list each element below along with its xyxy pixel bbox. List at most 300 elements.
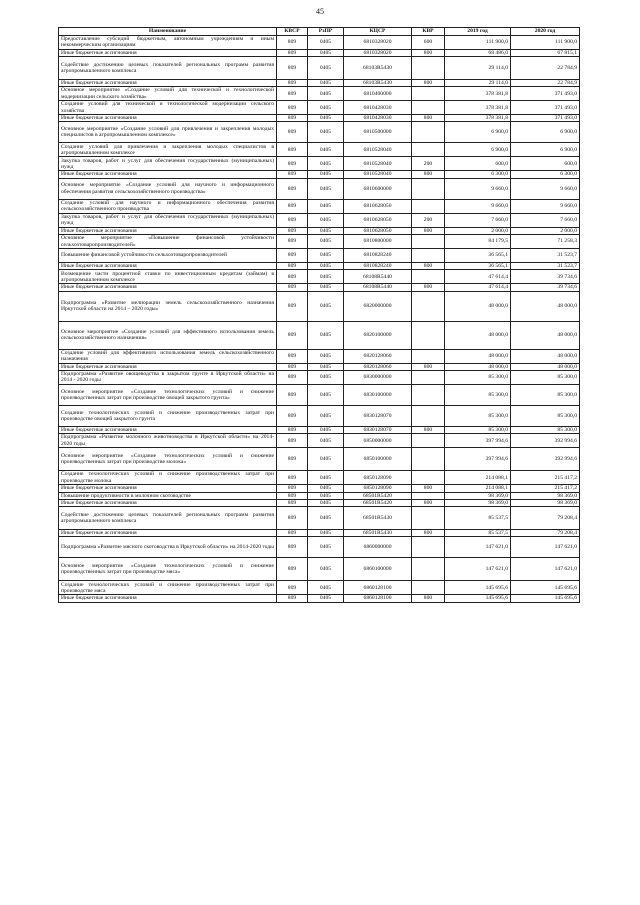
row-kcsr-cell: 6850128090: [344, 471, 412, 485]
row-2019-cell: 98 369,0: [445, 492, 511, 499]
row-rzpr-cell: 0405: [308, 249, 344, 263]
row-2020-cell: 371 493,0: [511, 87, 580, 101]
row-name-cell: Создание условий для научного и информационного обеспечения развития сельскохозяйственного производства: [59, 199, 277, 213]
row-kcsr-cell: 68501R5430: [344, 530, 412, 537]
row-rzpr-cell: 0405: [308, 199, 344, 213]
row-2020-cell: 371 493,0: [511, 101, 580, 115]
table-row: [59, 448, 580, 471]
row-kcsr-cell: 6810628050: [344, 227, 412, 234]
row-kvsr-cell: 809: [277, 171, 308, 178]
row-rzpr-cell: 0405: [308, 507, 344, 530]
row-kvr-cell: [412, 370, 445, 384]
row-name-cell: Иные бюджетные ассигнования: [59, 595, 277, 602]
row-kvsr-cell: 809: [277, 485, 308, 492]
row-name-cell: Содействие достижению целевых показателей региональных программ развития агропромышленного комплекса: [59, 56, 277, 79]
row-name-cell: Иные бюджетные ассигнования: [59, 530, 277, 537]
row-kvr-cell: 800: [412, 363, 445, 370]
row-kcsr-cell: 68108R5440: [344, 270, 412, 284]
row-kcsr-cell: 6830128070: [344, 426, 412, 433]
row-2020-cell: 79 208,4: [511, 507, 580, 530]
row-2019-cell: 7 660,0: [445, 213, 511, 227]
table-header-row: [59, 28, 580, 36]
table-row: [59, 235, 580, 249]
row-2019-cell: 85 300,0: [445, 426, 511, 433]
row-2020-cell: 145 695,6: [511, 595, 580, 602]
table-row: [59, 384, 580, 405]
row-kvr-cell: [412, 581, 445, 595]
row-kcsr-cell: 6810828240: [344, 263, 412, 270]
row-2019-cell: 85 300,0: [445, 384, 511, 405]
row-kcsr-cell: 68501R5430: [344, 507, 412, 530]
row-2019-cell: 48 000,0: [445, 363, 511, 370]
table-row: [59, 263, 580, 270]
row-name-cell: Подпрограмма «Развитие мелиорации земель сельскохозяйственного назначения Иркутской области на 2014 – 2020 годы»: [59, 291, 277, 321]
table-row: [59, 213, 580, 227]
header-rzpr: РзПР: [308, 28, 344, 36]
row-name-cell: Создание условий для привлечения и закрепления молодых специалистов в агропромышленном комплексе: [59, 143, 277, 157]
row-kvsr-cell: 809: [277, 56, 308, 79]
row-name-cell: Иные бюджетные ассигнования: [59, 79, 277, 86]
row-kvsr-cell: 809: [277, 213, 308, 227]
row-kvsr-cell: 809: [277, 284, 308, 291]
row-rzpr-cell: 0405: [308, 270, 344, 284]
row-kvsr-cell: 809: [277, 434, 308, 448]
row-kvsr-cell: 809: [277, 291, 308, 321]
table-row: [59, 143, 580, 157]
row-kvr-cell: [412, 270, 445, 284]
row-kvr-cell: 800: [412, 485, 445, 492]
row-kcsr-cell: 68501R5420: [344, 492, 412, 499]
row-name-cell: Повышение продуктивности в молочном скотоводстве: [59, 492, 277, 499]
row-kvr-cell: 800: [412, 284, 445, 291]
page-number: 45: [316, 7, 324, 16]
row-name-cell: Создание условий для эффективного использования земель сельскохозяйственного назначения: [59, 349, 277, 363]
row-name-cell: Иные бюджетные ассигнования: [59, 227, 277, 234]
table-row: [59, 507, 580, 530]
row-kvr-cell: 800: [412, 115, 445, 122]
row-kvr-cell: [412, 249, 445, 263]
row-name-cell: Создание технологических условий и снижение производственных затрат при производстве молока: [59, 471, 277, 485]
row-rzpr-cell: 0405: [308, 79, 344, 86]
table-row: [59, 537, 580, 558]
row-rzpr-cell: 0405: [308, 434, 344, 448]
budget-table: [58, 27, 580, 603]
row-2019-cell: 84 179,5: [445, 235, 511, 249]
row-kvsr-cell: 809: [277, 321, 308, 349]
row-name-cell: Иные бюджетные ассигнования: [59, 499, 277, 506]
row-2019-cell: 378 381,8: [445, 87, 511, 101]
row-rzpr-cell: 0405: [308, 178, 344, 199]
row-rzpr-cell: 0405: [308, 87, 344, 101]
row-kvr-cell: 600: [412, 36, 445, 50]
row-kvsr-cell: 809: [277, 349, 308, 363]
row-2020-cell: 48 000,0: [511, 349, 580, 363]
row-kvsr-cell: 809: [277, 122, 308, 143]
row-name-cell: Повышение финансовой устойчивости сельхозтоваропроизводителей: [59, 249, 277, 263]
row-kvsr-cell: 809: [277, 405, 308, 426]
row-name-cell: Основное мероприятие «Создание условий для привлечения и закрепления молодых специалистов в агропромышленном комплексе»: [59, 122, 277, 143]
row-rzpr-cell: 0405: [308, 370, 344, 384]
row-kvr-cell: [412, 321, 445, 349]
row-kcsr-cell: 6820128060: [344, 363, 412, 370]
row-2020-cell: 31 523,7: [511, 263, 580, 270]
row-kcsr-cell: 6850000000: [344, 434, 412, 448]
header-2019: 2019 год: [445, 28, 511, 36]
row-kcsr-cell: 6830128070: [344, 405, 412, 426]
row-2019-cell: 147 621,0: [445, 537, 511, 558]
row-kvsr-cell: 809: [277, 426, 308, 433]
table-row: [59, 530, 580, 537]
table-row: [59, 284, 580, 291]
table-row: [59, 581, 580, 595]
row-kcsr-cell: 6810528040: [344, 171, 412, 178]
row-kvr-cell: 800: [412, 79, 445, 86]
header-kvr: КВР: [412, 28, 445, 36]
row-kvsr-cell: 809: [277, 36, 308, 50]
row-2020-cell: 39 734,6: [511, 284, 580, 291]
row-kvsr-cell: 809: [277, 558, 308, 581]
row-2019-cell: 147 621,0: [445, 558, 511, 581]
row-kcsr-cell: 6860128100: [344, 581, 412, 595]
header-2020: 2020 год: [511, 28, 580, 36]
row-kvsr-cell: 809: [277, 507, 308, 530]
row-name-cell: Создание условий для технической и технологической модернизации сельского хозяйства: [59, 101, 277, 115]
row-2020-cell: 98 369,0: [511, 499, 580, 506]
row-2020-cell: 392 994,6: [511, 448, 580, 471]
row-2020-cell: 67 815,1: [511, 49, 580, 56]
row-rzpr-cell: 0405: [308, 448, 344, 471]
row-kvsr-cell: 809: [277, 270, 308, 284]
row-2020-cell: 147 621,0: [511, 537, 580, 558]
row-kvr-cell: [412, 122, 445, 143]
row-kvr-cell: [412, 178, 445, 199]
row-kvsr-cell: 809: [277, 79, 308, 86]
row-2020-cell: 2 000,0: [511, 227, 580, 234]
row-2019-cell: 48 000,0: [445, 321, 511, 349]
row-2020-cell: 147 621,0: [511, 558, 580, 581]
table-row: [59, 49, 580, 56]
row-kvr-cell: 200: [412, 157, 445, 171]
row-kvsr-cell: 809: [277, 115, 308, 122]
row-rzpr-cell: 0405: [308, 36, 344, 50]
row-2019-cell: 85 537,5: [445, 530, 511, 537]
table-row: [59, 405, 580, 426]
row-kvr-cell: 800: [412, 227, 445, 234]
table-row: [59, 270, 580, 284]
table-row: [59, 36, 580, 50]
row-rzpr-cell: 0405: [308, 349, 344, 363]
row-rzpr-cell: 0405: [308, 492, 344, 499]
row-rzpr-cell: 0405: [308, 56, 344, 79]
row-2020-cell: 48 000,0: [511, 291, 580, 321]
row-2019-cell: 111 900,0: [445, 36, 511, 50]
row-rzpr-cell: 0405: [308, 157, 344, 171]
table-row: [59, 79, 580, 86]
row-2020-cell: 85 300,0: [511, 405, 580, 426]
row-kvsr-cell: 809: [277, 199, 308, 213]
row-2019-cell: 397 994,6: [445, 448, 511, 471]
table-body: [59, 36, 580, 603]
row-rzpr-cell: 0405: [308, 363, 344, 370]
header-kvsr: КВСР: [277, 28, 308, 36]
row-rzpr-cell: 0405: [308, 171, 344, 178]
row-kcsr-cell: 6810328020: [344, 49, 412, 56]
row-kvsr-cell: 809: [277, 471, 308, 485]
row-2019-cell: 600,0: [445, 157, 511, 171]
row-2020-cell: 22 784,9: [511, 79, 580, 86]
row-kvr-cell: 800: [412, 595, 445, 602]
row-rzpr-cell: 0405: [308, 213, 344, 227]
row-kvr-cell: [412, 199, 445, 213]
table-row: [59, 56, 580, 79]
row-kcsr-cell: 6850100000: [344, 448, 412, 471]
table-row: [59, 227, 580, 234]
table-row: [59, 87, 580, 101]
row-kcsr-cell: 6820100000: [344, 321, 412, 349]
row-rzpr-cell: 0405: [308, 227, 344, 234]
row-name-cell: Иные бюджетные ассигнования: [59, 49, 277, 56]
row-name-cell: Подпрограмма «Развитие овощеводства в закрытом грунте в Иркутской области» на 2014 - 2020 годы: [59, 370, 277, 384]
table-row: [59, 492, 580, 499]
row-kcsr-cell: 68108R5440: [344, 284, 412, 291]
table-row: [59, 595, 580, 602]
row-kcsr-cell: 6860000000: [344, 537, 412, 558]
row-kvr-cell: [412, 101, 445, 115]
row-2020-cell: 7 660,0: [511, 213, 580, 227]
row-2019-cell: 85 300,0: [445, 405, 511, 426]
row-rzpr-cell: 0405: [308, 263, 344, 270]
row-rzpr-cell: 0405: [308, 471, 344, 485]
row-2020-cell: 85 300,0: [511, 384, 580, 405]
row-2020-cell: 392 994,6: [511, 434, 580, 448]
row-2020-cell: 22 784,9: [511, 56, 580, 79]
row-kvsr-cell: 809: [277, 235, 308, 249]
row-kcsr-cell: 6860100000: [344, 558, 412, 581]
row-kcsr-cell: 6830100000: [344, 384, 412, 405]
row-2019-cell: 6 900,0: [445, 143, 511, 157]
row-kvr-cell: 800: [412, 49, 445, 56]
row-kvr-cell: [412, 56, 445, 79]
row-name-cell: Основное мероприятие «Создание условий для эффективного использования земель сельскохозяйственного назначения»: [59, 321, 277, 349]
row-2020-cell: 215 417,2: [511, 471, 580, 485]
row-2019-cell: 6 300,0: [445, 171, 511, 178]
table-row: [59, 370, 580, 384]
row-2019-cell: 68 486,0: [445, 49, 511, 56]
row-2019-cell: 9 660,0: [445, 199, 511, 213]
row-2019-cell: 29 114,0: [445, 79, 511, 86]
row-2020-cell: 85 300,0: [511, 370, 580, 384]
table-row: [59, 321, 580, 349]
row-kvsr-cell: 809: [277, 530, 308, 537]
row-kvr-cell: [412, 492, 445, 499]
row-name-cell: Иные бюджетные ассигнования: [59, 115, 277, 122]
row-kvr-cell: [412, 434, 445, 448]
row-2019-cell: 36 565,1: [445, 249, 511, 263]
row-kcsr-cell: 6820128060: [344, 349, 412, 363]
table-row: [59, 426, 580, 433]
row-rzpr-cell: 0405: [308, 143, 344, 157]
row-rzpr-cell: 0405: [308, 384, 344, 405]
row-rzpr-cell: 0405: [308, 49, 344, 56]
table-row: [59, 363, 580, 370]
row-rzpr-cell: 0405: [308, 405, 344, 426]
row-2019-cell: 48 000,0: [445, 349, 511, 363]
row-kcsr-cell: 6850128090: [344, 485, 412, 492]
row-kvsr-cell: 809: [277, 448, 308, 471]
row-kcsr-cell: 6810428030: [344, 101, 412, 115]
row-2019-cell: 85 300,0: [445, 370, 511, 384]
row-2020-cell: 371 493,0: [511, 115, 580, 122]
row-2019-cell: 47 614,4: [445, 270, 511, 284]
row-name-cell: Содействие достижению целевых показателей региональных программ развития агропромышленного комплекса: [59, 507, 277, 530]
row-kcsr-cell: 68103R5430: [344, 79, 412, 86]
row-2019-cell: 397 994,6: [445, 434, 511, 448]
row-name-cell: Иные бюджетные ассигнования: [59, 284, 277, 291]
row-rzpr-cell: 0405: [308, 485, 344, 492]
row-kvsr-cell: 809: [277, 157, 308, 171]
row-kvsr-cell: 809: [277, 178, 308, 199]
row-2020-cell: 111 900,0: [511, 36, 580, 50]
table-row: [59, 115, 580, 122]
row-2020-cell: 9 660,0: [511, 178, 580, 199]
row-kvsr-cell: 809: [277, 143, 308, 157]
row-kvr-cell: 800: [412, 499, 445, 506]
row-kcsr-cell: 6810428030: [344, 115, 412, 122]
row-name-cell: Закупка товаров, работ и услуг для обеспечения государственных (муниципальных) нужд: [59, 157, 277, 171]
table-row: [59, 434, 580, 448]
row-2020-cell: 85 300,0: [511, 426, 580, 433]
row-kcsr-cell: 6810328020: [344, 36, 412, 50]
row-rzpr-cell: 0405: [308, 235, 344, 249]
row-name-cell: Подпрограмма «Развитие мясного скотоводства в Иркутской области» на 2014-2020 годы: [59, 537, 277, 558]
row-2020-cell: 98 369,0: [511, 492, 580, 499]
row-kvr-cell: 800: [412, 426, 445, 433]
row-rzpr-cell: 0405: [308, 530, 344, 537]
row-kvr-cell: [412, 235, 445, 249]
row-rzpr-cell: 0405: [308, 581, 344, 595]
table-row: [59, 485, 580, 492]
row-2020-cell: 9 660,0: [511, 199, 580, 213]
table-row: [59, 122, 580, 143]
row-rzpr-cell: 0405: [308, 321, 344, 349]
row-kcsr-cell: 6820000000: [344, 291, 412, 321]
row-rzpr-cell: 0405: [308, 284, 344, 291]
row-2019-cell: 36 565,1: [445, 263, 511, 270]
row-name-cell: Основное мероприятие «Создание условий для научного и информационного обеспечения развития сельскохозяйственного производства»: [59, 178, 277, 199]
row-2020-cell: 600,0: [511, 157, 580, 171]
row-kvr-cell: [412, 291, 445, 321]
row-kcsr-cell: 6810500000: [344, 122, 412, 143]
row-kcsr-cell: 6830000000: [344, 370, 412, 384]
row-2019-cell: 145 695,6: [445, 595, 511, 602]
row-name-cell: Основное мероприятие «Создание технологических условий и снижение производственных затрат при производстве мяса»: [59, 558, 277, 581]
row-kvsr-cell: 809: [277, 370, 308, 384]
row-kvr-cell: [412, 471, 445, 485]
row-kcsr-cell: 6810628050: [344, 199, 412, 213]
row-kvsr-cell: 809: [277, 263, 308, 270]
row-2019-cell: 378 381,8: [445, 115, 511, 122]
row-rzpr-cell: 0405: [308, 499, 344, 506]
row-rzpr-cell: 0405: [308, 291, 344, 321]
row-kvsr-cell: 809: [277, 87, 308, 101]
row-kcsr-cell: 6810600000: [344, 178, 412, 199]
row-2020-cell: 215 417,2: [511, 485, 580, 492]
row-kvsr-cell: 809: [277, 492, 308, 499]
row-2019-cell: 47 614,4: [445, 284, 511, 291]
row-rzpr-cell: 0405: [308, 122, 344, 143]
table-row: [59, 101, 580, 115]
row-2019-cell: 6 900,0: [445, 122, 511, 143]
table-row: [59, 499, 580, 506]
row-kvr-cell: [412, 384, 445, 405]
row-kvsr-cell: 809: [277, 227, 308, 234]
row-name-cell: Основное мероприятие «Создание условий для технической и технологической модернизации сельского хозяйства»: [59, 87, 277, 101]
table-row: [59, 178, 580, 199]
row-2019-cell: 98 369,0: [445, 499, 511, 506]
row-name-cell: Основное мероприятие «Создание технологических условий и снижение производственных затрат при производстве овощей закрытого грунта»: [59, 384, 277, 405]
row-2020-cell: 71 258,3: [511, 235, 580, 249]
row-rzpr-cell: 0405: [308, 537, 344, 558]
row-kcsr-cell: 68103R5430: [344, 56, 412, 79]
row-kvr-cell: [412, 507, 445, 530]
row-name-cell: Возмещение части процентной ставки по инвестиционным кредитам (займам) в агропромышленном комплексе: [59, 270, 277, 284]
row-name-cell: Закупка товаров, работ и услуг для обеспечения государственных (муниципальных) нужд: [59, 213, 277, 227]
row-2020-cell: 48 000,0: [511, 363, 580, 370]
table-row: [59, 157, 580, 171]
row-2020-cell: 6 300,0: [511, 171, 580, 178]
row-kcsr-cell: 6810800000: [344, 235, 412, 249]
table-row: [59, 199, 580, 213]
row-rzpr-cell: 0405: [308, 101, 344, 115]
row-2019-cell: 214 088,1: [445, 485, 511, 492]
row-rzpr-cell: 0405: [308, 115, 344, 122]
row-2019-cell: 85 537,5: [445, 507, 511, 530]
row-2020-cell: 79 208,4: [511, 530, 580, 537]
row-kvr-cell: 800: [412, 530, 445, 537]
row-kvsr-cell: 809: [277, 363, 308, 370]
row-kvsr-cell: 809: [277, 581, 308, 595]
row-kcsr-cell: 6810628050: [344, 213, 412, 227]
row-kcsr-cell: 68501R5420: [344, 499, 412, 506]
row-kvr-cell: [412, 537, 445, 558]
table-row: [59, 349, 580, 363]
table-row: [59, 558, 580, 581]
row-name-cell: Иные бюджетные ассигнования: [59, 363, 277, 370]
table-row: [59, 249, 580, 263]
row-name-cell: Основное мероприятие «Повышение финансовой устойчивости сельхозтоваропроизводителей»: [59, 235, 277, 249]
row-kvr-cell: [412, 448, 445, 471]
row-rzpr-cell: 0405: [308, 426, 344, 433]
row-name-cell: Создание технологических условий и снижение производственных затрат при производстве мяса: [59, 581, 277, 595]
row-name-cell: Иные бюджетные ассигнования: [59, 171, 277, 178]
row-kvr-cell: [412, 143, 445, 157]
row-kvsr-cell: 809: [277, 384, 308, 405]
row-name-cell: Создание технологических условий и снижение производственных затрат при производстве овощей закрытого грунта: [59, 405, 277, 426]
header-kcsr: КЦСР: [344, 28, 412, 36]
table-row: [59, 291, 580, 321]
row-2019-cell: 145 695,6: [445, 581, 511, 595]
row-kvr-cell: 800: [412, 263, 445, 270]
row-2020-cell: 39 734,6: [511, 270, 580, 284]
row-kvsr-cell: 809: [277, 49, 308, 56]
table-row: [59, 171, 580, 178]
table-row: [59, 471, 580, 485]
row-kcsr-cell: 6810528040: [344, 157, 412, 171]
row-kvr-cell: 800: [412, 171, 445, 178]
row-kcsr-cell: 6810400000: [344, 87, 412, 101]
row-kvsr-cell: 809: [277, 101, 308, 115]
row-name-cell: Основное мероприятие «Создание технологических условий и снижение производственных затрат при производстве молока»: [59, 448, 277, 471]
